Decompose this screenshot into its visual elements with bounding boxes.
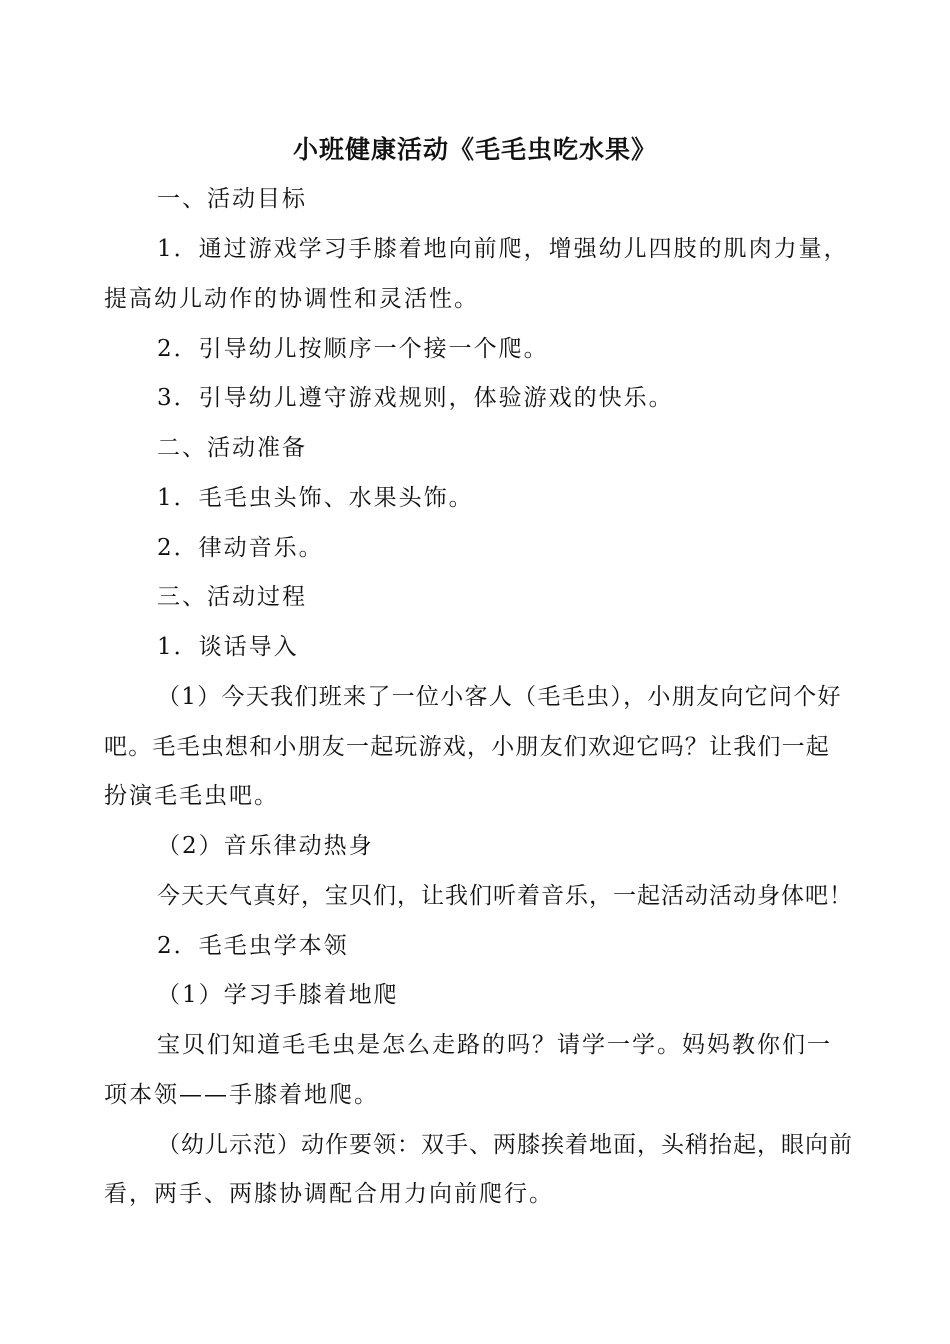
- section-heading-preparation: 二、活动准备: [157, 435, 307, 461]
- paragraph-line: 2．毛毛虫学本领: [157, 933, 349, 959]
- paragraph-line: 宝贝们知道毛毛虫是怎么走路的吗？请学一学。妈妈教你们一: [157, 1032, 832, 1058]
- paragraph-line: 3．引导幼儿遵守游戏规则，体验游戏的快乐。: [157, 385, 674, 411]
- paragraph-line: （幼儿示范）动作要领：双手、两膝挨着地面，头稍抬起，眼向前: [157, 1132, 853, 1158]
- paragraph-line: 1．通过游戏学习手膝着地向前爬，增强幼儿四肢的肌肉力量，: [157, 236, 849, 262]
- paragraph-line: 2．律动音乐。: [157, 535, 324, 561]
- paragraph-line: 扮演毛毛虫吧。: [104, 783, 279, 809]
- paragraph-line: 吧。毛毛虫想和小朋友一起玩游戏，小朋友们欢迎它吗？让我们一起: [104, 734, 830, 760]
- section-heading-process: 三、活动过程: [157, 584, 307, 610]
- paragraph-line: （1）学习手膝着地爬: [157, 982, 399, 1008]
- paragraph-line: 项本领——手膝着地爬。: [104, 1082, 379, 1108]
- paragraph-line: 1．毛毛虫头饰、水果头饰。: [157, 485, 474, 511]
- paragraph-line: 1．谈话导入: [157, 634, 299, 660]
- section-heading-goals: 一、活动目标: [157, 186, 307, 212]
- paragraph-line: 提高幼儿动作的协调性和灵活性。: [104, 286, 479, 312]
- paragraph-line: （2）音乐律动热身: [157, 833, 374, 859]
- paragraph-line: 今天天气真好，宝贝们，让我们听着音乐，一起活动活动身体吧！: [157, 883, 853, 909]
- paragraph-line: 看，两手、两膝协调配合用力向前爬行。: [104, 1181, 554, 1207]
- paragraph-line: 2．引导幼儿按顺序一个接一个爬。: [157, 336, 549, 362]
- document-title: 小班健康活动《毛毛虫吃水果》: [292, 135, 657, 164]
- paragraph-line: （1）今天我们班来了一位小客人（毛毛虫），小朋友向它问个好: [157, 684, 842, 710]
